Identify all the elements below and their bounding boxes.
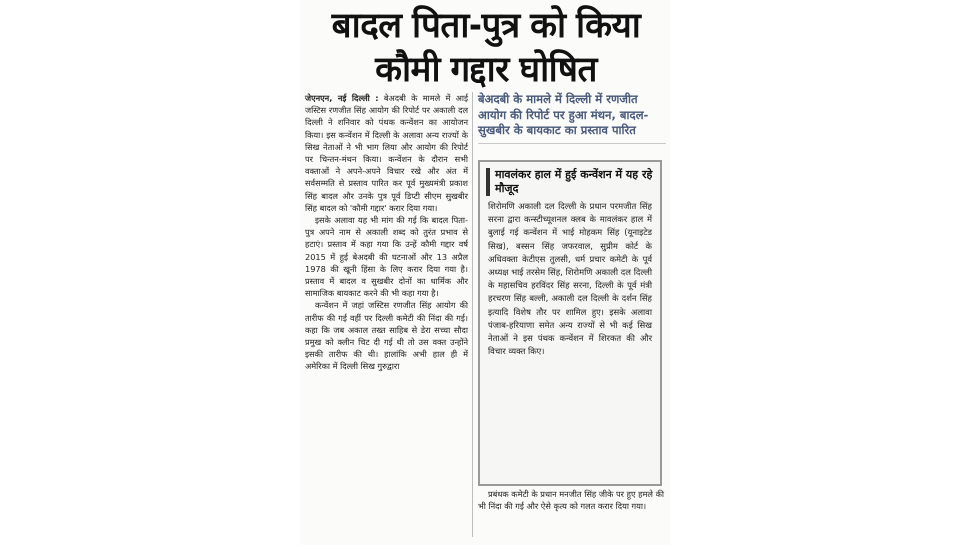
article-left-column bbox=[305, 92, 468, 373]
article-right-column-continuation bbox=[478, 488, 664, 512]
attendees-box-body: शिरोमणि अकाली दल दिल्ली के प्रधान परमजीत सिंह सरना द्वारा कन्स्टीच्यूशनल क्लब के मावलंकर हाल में बुलाई गई कन्वेंशन में भाई मोहकम सिंह (यूनाइटेड सिख), बस्सन सिंह जफरवाल, सुप्रीम कोर्ट के अधिवक्ता केटीएस तुलसी, धर्म प्रचार कमेटी के पूर्व अध्यक्ष भाई तरसेम सिंह, शिरोमणि अकाली दल दिल्ली के महासचिव हरविंदर सिंह सरना, दिल्ली के पूर्व मंत्री हरचरण सिंह बल्ली, अकाली दल दिल्ली के दर्शन सिंह इत्यादि विशेष तौर पर शामिल हुए। इसके अलावा पंजाब-हरियाणा समेत अन्य राज्यों से भी कई सिख नेताओं ने इस पंथक कन्वेंशन में शिरकत की और विचार व्यक्त किए। bbox=[488, 201, 652, 357]
attendees-box bbox=[478, 160, 662, 486]
newspaper-clipping bbox=[300, 0, 670, 545]
attendees-box-title: मावलंकर हाल में हुई कन्वेंशन में यह रहे मौजूद bbox=[486, 168, 654, 196]
headline bbox=[306, 4, 666, 92]
article-paragraph-3: कन्वेंशन में जहां जस्टिस रणजीत सिंह आयोग की तारीफ की गई वहीं पर दिल्ली कमेटी की निंदा की गई। कहा कि जब अकाल तख्त साहिब से डेरा सच्चा सौदा प्रमुख को क्लीन चिट दी गई थी तो उस वक्त उन्होंने इसकी तारीफ की थी। हालांकि अभी हाल ही में अमेरिका में दिल्ली सिख गुरुद्वारा bbox=[305, 300, 468, 372]
article-paragraph-1-text: बेअदबी के मामले में आई जस्टिस रणजीत सिंह आयोग की रिपोर्ट पर अकाली दल दिल्ली ने शनिवार को पंथक कन्वेंशन का आयोजन किया। इस कन्वेंशन में दिल्ली के अलावा अन्य राज्यों के सिख नेताओं ने भी भाग लिया और आयोग की रिपोर्ट पर चिन्तन-मंथन किया। कन्वेंशन के दौरान सभी वक्ताओं ने अपने-अपने विचार रखे और अंत में सर्वसम्मति से प्रस्ताव पारित कर पूर्व मुख्यमंत्री प्रकाश सिंह बादल और उनके पुत्र पूर्व डिप्टी सीएम सुखबीर सिंह बादल को 'कौमी गद्दार' करार दिया गया। bbox=[305, 93, 468, 213]
article-paragraph-4: प्रबंधक कमेटी के प्रधान मनजीत सिंह जीके पर हुए हमले की भी निंदा की गई और ऐसे कृत्य को गलत करार दिया गया। bbox=[478, 489, 664, 512]
article-paragraph-1 bbox=[305, 92, 468, 214]
article-paragraph-2: इसके अलावा यह भी मांग की गई कि बादल पिता-पुत्र अपने नाम से अकाली शब्द को तुरंत प्रभाव से हटाएं। प्रस्ताव में कहा गया कि उन्हें कौमी गद्दार वर्ष 2015 में हुई बेअदबी की घटनाओं और 13 अप्रैल 1978 की खूनी हिंसा के लिए करार दिया गया है। प्रस्ताव में बादल व सुखबीर दोनों का धार्मिक और सामाजिक बायकाट करने की भी कहा गया है। bbox=[305, 215, 468, 299]
subheadline: बेअदबी के मामले में दिल्ली में रणजीत आयोग की रिपोर्ट पर हुआ मंथन, बादल-सुखबीर के बायकाट का प्रस्ताव पारित bbox=[478, 92, 666, 144]
column-divider bbox=[472, 92, 473, 537]
headline-line-2: कौमी गद्दार घोषित bbox=[375, 50, 597, 90]
headline-line-1: बादल पिता-पुत्र को किया bbox=[331, 6, 641, 46]
dateline: जेएनएन, नई दिल्ली : bbox=[305, 93, 379, 103]
